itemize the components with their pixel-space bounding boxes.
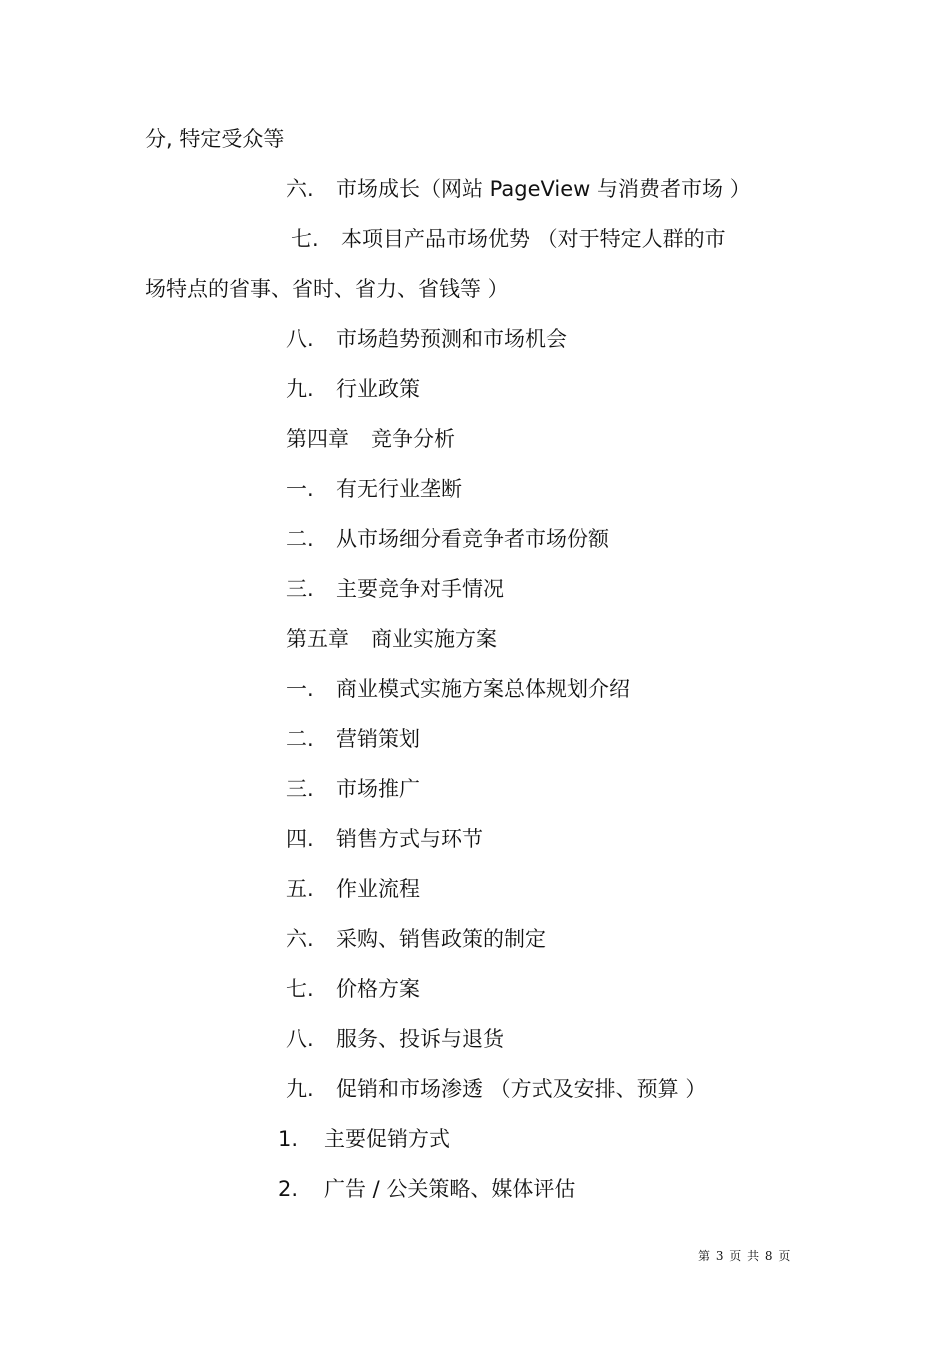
item-number: 四. [286,827,314,851]
list-item-2-market-share [286,525,609,553]
item-number: 七. [291,227,319,251]
item-number: 二. [286,527,314,551]
chapter-title: 竞争分析 [371,427,455,451]
item-text: 有无行业垄断 [336,477,462,501]
list-item-3-competitors [286,575,504,603]
list-item-4-sales-method [286,825,483,853]
list-item-2-marketing-plan [286,725,420,753]
item-text: 促销和市场渗透 （方式及安排、预算 ） [336,1077,707,1101]
chapter-4-heading [286,425,455,453]
item-text: 采购、销售政策的制定 [336,927,546,951]
line-text: 场特点的省事、省时、省力、省钱等 ） [145,277,509,301]
list-item-6-purchasing-policy [286,925,546,953]
chapter-5-heading [286,625,497,653]
item-text: 市场推广 [336,777,420,801]
item-number: 九. [286,1077,314,1101]
item-text: 行业政策 [336,377,420,401]
item-number: 八. [286,327,314,351]
item-number: 六. [286,177,314,201]
item-number: 三. [286,777,314,801]
sub-item-1-promotion-methods [278,1125,450,1153]
list-item-6-market-growth [286,175,751,203]
list-item-8-market-trend [286,325,567,353]
item-number: 八. [286,1027,314,1051]
list-item-9-sales-promotion [286,1075,706,1103]
item-text: 从市场细分看竞争者市场份额 [336,527,609,551]
item-text: 市场成长（网站 PageView 与消费者市场 ） [336,177,751,201]
item-number: 七. [286,977,314,1001]
item-number: 一. [286,677,314,701]
item-text: 作业流程 [336,877,420,901]
chapter-number: 第五章 [286,627,349,651]
list-item-7-pricing [286,975,420,1003]
text-line-continuation [145,125,284,153]
list-item-5-workflow [286,875,420,903]
page-footer: 第 3 页 共 8 页 [698,1249,792,1263]
item-text: 主要竞争对手情况 [336,577,504,601]
item-number: 1. [278,1127,299,1151]
list-item-3-promotion [286,775,420,803]
item-text: 商业模式实施方案总体规划介绍 [336,677,630,701]
item-number: 2. [278,1177,299,1201]
item-number: 九. [286,377,314,401]
item-text: 销售方式与环节 [336,827,483,851]
list-item-8-service [286,1025,504,1053]
sub-item-2-advertising [278,1175,575,1203]
item-text: 服务、投诉与退货 [336,1027,504,1051]
item-number: 一. [286,477,314,501]
list-item-9-industry-policy [286,375,420,403]
item-number: 三. [286,577,314,601]
item-text: 市场趋势预测和市场机会 [336,327,567,351]
line-text: 分, 特定受众等 [145,127,285,151]
item-number: 六. [286,927,314,951]
text-line-continuation [145,275,509,303]
chapter-title: 商业实施方案 [371,627,497,651]
item-number: 二. [286,727,314,751]
item-text: 本项目产品市场优势 （对于特定人群的市 [341,227,726,251]
list-item-7-product-advantage [291,225,726,253]
item-text: 营销策划 [336,727,420,751]
item-number: 五. [286,877,314,901]
item-text: 广告 / 公关策略、媒体评估 [324,1177,576,1201]
item-text: 价格方案 [336,977,420,1001]
list-item-1-business-model [286,675,630,703]
item-text: 主要促销方式 [324,1127,450,1151]
list-item-1-monopoly [286,475,462,503]
chapter-number: 第四章 [286,427,349,451]
